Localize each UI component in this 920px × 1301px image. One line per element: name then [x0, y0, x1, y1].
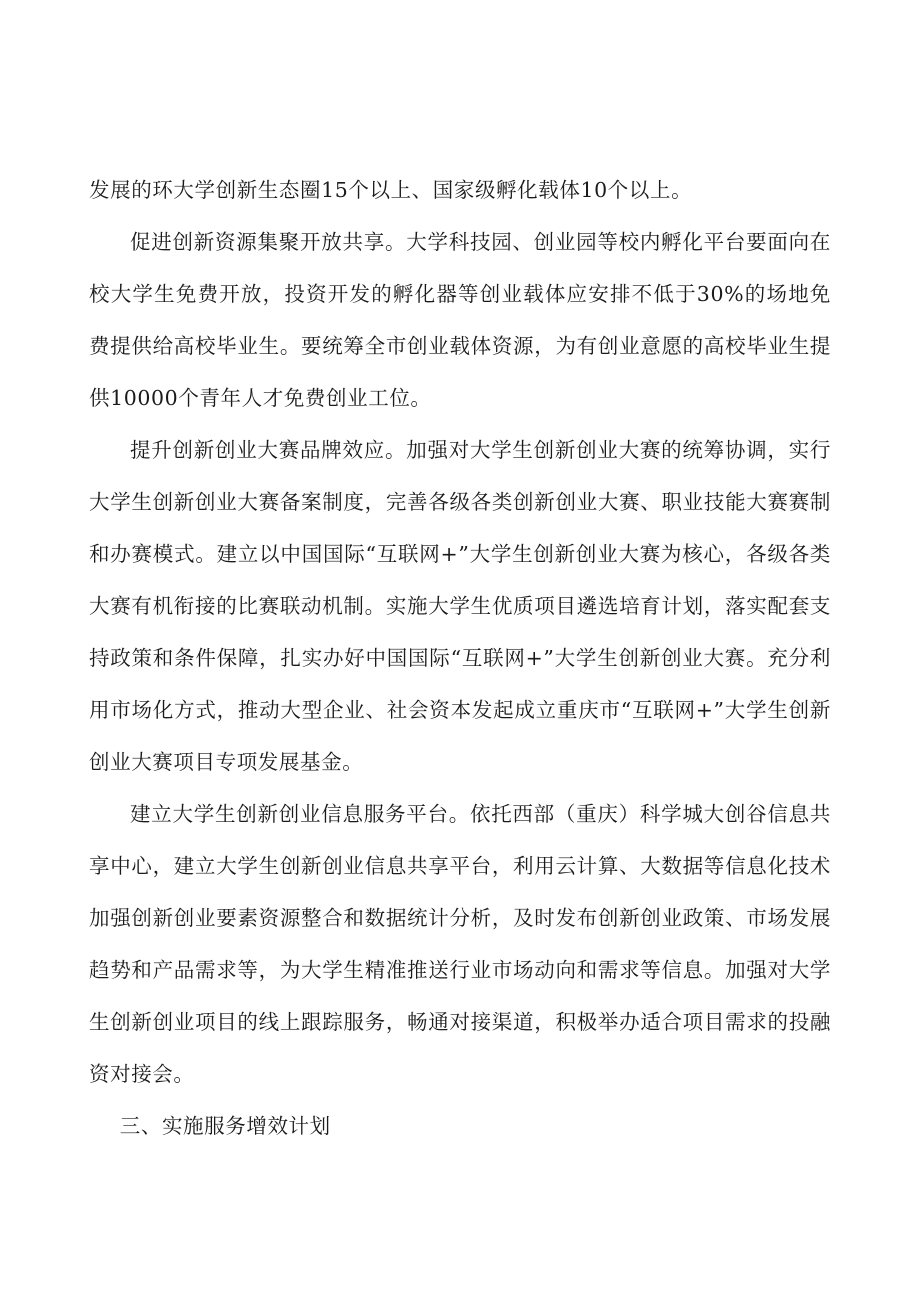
paragraph-info-service-platform: 建立大学生创新创业信息服务平台。依托西部（重庆）科学城大创谷信息共享中心，建立大学生创新创业信息共享平台，利用云计算、大数据等信息化技术加强创新创业要素资源整合和数据统计分析，及时发布创新创业政策、市场发展趋势和产品需求等，为大学生精准推送行业市场动向和需求等信息。加强对大学生创新创业项目的线上跟踪服务，畅通对接渠道，积极举办适合项目需求的投融资对接会。	[89, 802, 831, 1086]
paragraph-innovation-resources: 促进创新资源集聚开放共享。大学科技园、创业园等校内孵化平台要面向在校大学生免费开放，投资开发的孵化器等创业载体应安排不低于30%的场地免费提供给高校毕业生。要统筹全市创业载体资源，为有创业意愿的高校毕业生提供10000个青年人才免费创业工位。	[89, 230, 831, 410]
paragraph-continued: 发展的环大学创新生态圈15个以上、国家级孵化载体10个以上。	[89, 178, 693, 202]
section-heading: 三、实施服务增效计划	[119, 1114, 331, 1138]
document-body	[89, 164, 831, 1152]
paragraph-competition-brand: 提升创新创业大赛品牌效应。加强对大学生创新创业大赛的统筹协调，实行大学生创新创业大赛备案制度，完善各级各类创新创业大赛、职业技能大赛赛制和办赛模式。建立以中国国际“互联网+”大学生创新创业大赛为核心，各级各类大赛有机衔接的比赛联动机制。实施大学生优质项目遴选培育计划，落实配套支持政策和条件保障，扎实办好中国国际“互联网+”大学生创新创业大赛。充分利用市场化方式，推动大型企业、社会资本发起成立重庆市“互联网+”大学生创新创业大赛项目专项发展基金。	[89, 438, 831, 774]
